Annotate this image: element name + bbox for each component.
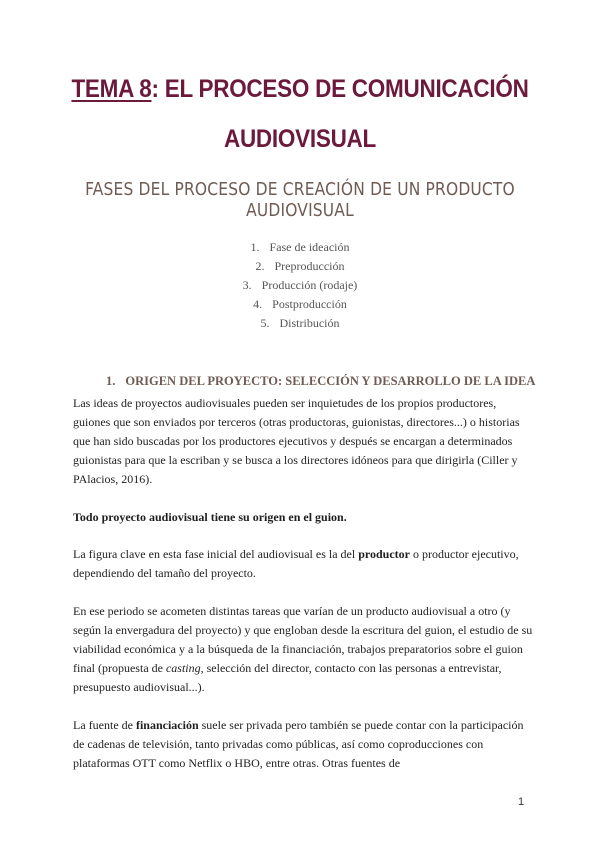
phases-list	[0, 238, 600, 333]
text-run: En ese periodo se acometen distintas tareas que varían de un producto audiovisual a otro (y según la envergadura del proyecto) y que engloban desde la escritura del guion, el estudio de su viabilidad económica y a la búsqueda de la financiación, trabajos preparatorios sobre el guion final (propuesta de	[73, 604, 533, 675]
title-rest: : EL PROCESO DE COMUNICACIÓN	[151, 75, 529, 103]
title-tema-number: TEMA 8	[71, 75, 152, 103]
phase-item	[0, 257, 600, 276]
phase-number: 4.	[253, 297, 263, 311]
paragraph-tasks	[73, 602, 533, 697]
phase-item	[0, 314, 600, 333]
phase-label: Preproducción	[274, 259, 345, 273]
text-run: La fuente de	[73, 718, 136, 732]
document-title-line-1	[66, 75, 534, 104]
text-run: suele ser privada pero también se puede contar con la participación de cadenas de televisión, tanto privadas como públicas, así como coproducciones con plataformas OTT como Netflix o HBO, entre otras. Otras fuentes de	[73, 718, 524, 770]
bold-term-financiacion: financiación	[135, 718, 199, 732]
phase-number: 1.	[250, 240, 260, 254]
text-run: o productor ejecutivo, dependiendo del tamaño del proyecto.	[73, 547, 519, 580]
paragraph-financing	[73, 716, 533, 773]
phase-item	[0, 295, 600, 314]
page-number: 1	[518, 796, 525, 808]
document-title-line-2: AUDIOVISUAL	[223, 125, 377, 153]
phase-number: 2.	[255, 259, 265, 273]
bold-term-productor: productor	[358, 547, 410, 561]
italic-term-casting: casting	[165, 661, 201, 675]
phase-number: 5.	[260, 316, 270, 330]
section-title: ORIGEN DEL PROYECTO: SELECCIÓN Y DESARROLLO DE LA IDEA	[125, 374, 536, 388]
phase-item	[0, 238, 600, 257]
paragraph-guion-origin: Todo proyecto audiovisual tiene su origen en el guion.	[73, 510, 347, 524]
phase-label: Fase de ideación	[269, 240, 350, 254]
phase-number: 3.	[242, 278, 252, 292]
text-run: , selección del director, contacto con las personas a entrevistar, presupuesto audiovisual...).	[73, 661, 502, 694]
section-number: 1.	[106, 374, 116, 388]
phase-label: Distribución	[279, 316, 340, 330]
phase-label: Producción (rodaje)	[261, 278, 358, 292]
phase-label: Postproducción	[272, 297, 347, 311]
paragraph-idea-origins: Las ideas de proyectos audiovisuales pueden ser inquietudes de los propios productores, guiones que son enviados por terceros (otras productoras, guionistas, directores...) o historias que han sido buscadas por los productores ejecutivos y después se encargan a determinados guionistas para que la escriban y se busca a los directores idóneos para que dirigirla (Ciller y PAlacios, 2016).	[73, 396, 520, 486]
phase-item	[0, 276, 600, 295]
paragraph-key-figure	[73, 545, 533, 583]
section-heading	[106, 374, 535, 389]
document-subtitle: FASES DEL PROCESO DE CREACIÓN DE UN PRODUCTO AUDIOVISUAL	[85, 179, 515, 221]
text-run: La figura clave en esta fase inicial del audiovisual es la del	[73, 547, 359, 561]
